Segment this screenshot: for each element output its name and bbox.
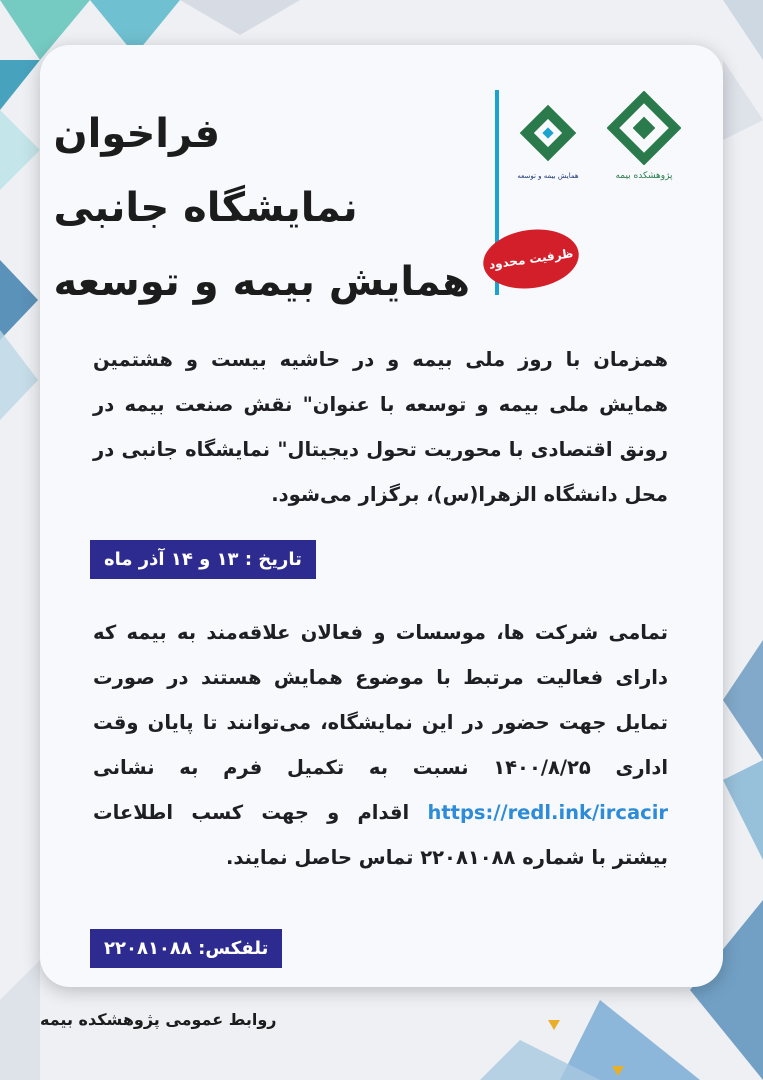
title-line-3: همایش بیمه و توسعه [53,259,470,305]
invite-text-before-link: تمامی شرکت ها، موسسات و فعالان علاقه‌مند به بیمه که دارای فعالیت مرتبط با موضوع همایش هستند در صورت تمایل جهت حضور در این نمایشگاه، می‌توانند تا پایان وقت اداری ۱۴۰۰/۸/۲۵ نسبت به تکمیل فرم به نشانی [93,621,669,779]
footer-credit: روابط عمومی پژوهشکده بیمه [40,1010,277,1029]
date-label: تاریخ : ۱۳ و ۱۴ آذر ماه [90,540,316,579]
title-line-1: فراخوان [53,111,221,157]
intro-paragraph: همزمان با روز ملی بیمه و در حاشیه بیست و هشتمین همایش ملی بیمه و توسعه با عنوان" نقش صنعت بیمه در رونق اقتصادی با محوریت تحول دیجیتال" نمایشگاه جانبی در محل دانشگاه الزهرا(س)، برگزار می‌شود. [93,348,668,506]
conference-logo-caption: همایش بیمه و توسعه [517,172,579,180]
institute-logo-caption: پژوهشکده بیمه [615,171,673,181]
institute-logo-icon [607,91,681,165]
fax-label: تلفکس: ۲۲۰۸۱۰۸۸ [90,929,282,968]
announcement-card [40,45,723,987]
invite-text-after-link: اقدام و جهت کسب اطلاعات بیشتر با شماره ۲۲۰۸۱۰۸۸ تماس حاصل نمایند. [93,801,668,869]
page-title [54,97,470,319]
conference-logo-icon [515,100,581,166]
title-line-2: نمایشگاه جانبی [53,185,358,231]
invite-paragraph [93,610,668,880]
registration-link[interactable]: https://redl.ink/ircacir [427,801,668,824]
limited-capacity-badge: ظرفیت محدود [479,224,582,295]
conference-logo [508,100,588,180]
institute-logo [603,91,685,181]
